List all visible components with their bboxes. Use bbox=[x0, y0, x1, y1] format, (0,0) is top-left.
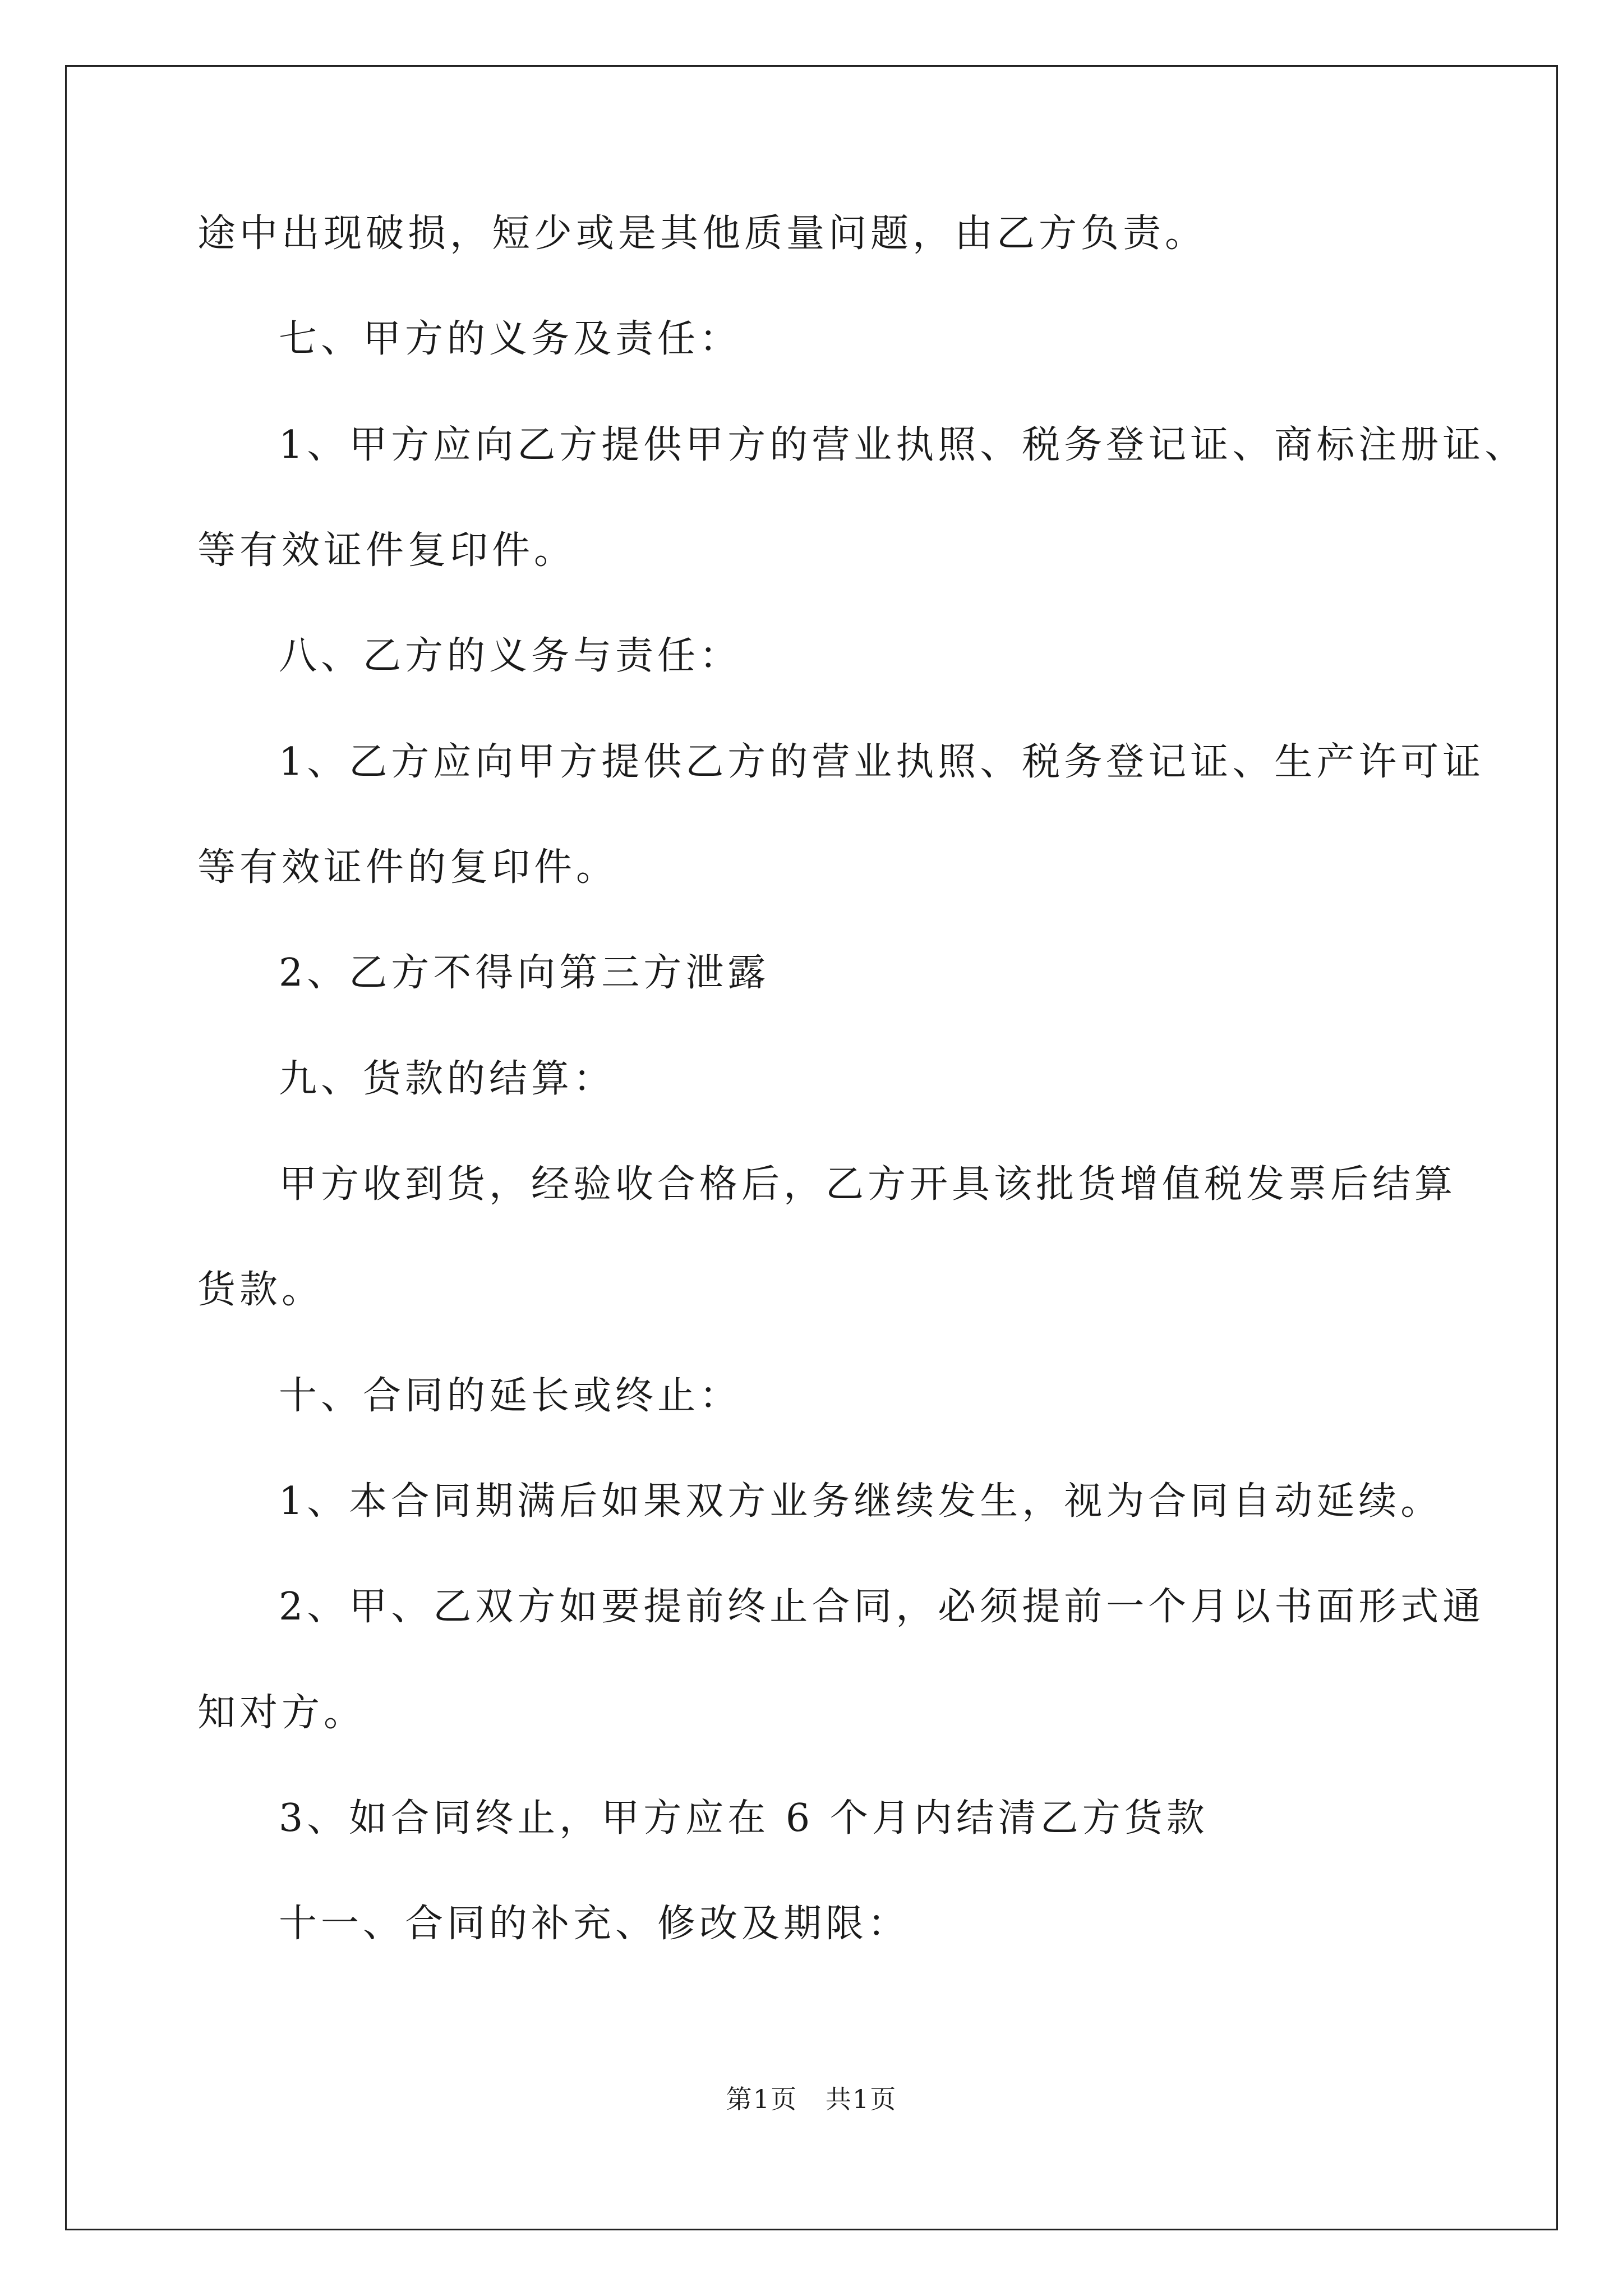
text-line: 货款。 bbox=[197, 1268, 324, 1312]
text-line: 知对方。 bbox=[197, 1691, 366, 1735]
page-number-footer: 第1页 共1页 bbox=[726, 2084, 897, 2114]
text-line: 甲方收到货，经验收合格后，乙方开具该批货增值税发票后结算 bbox=[279, 1162, 1457, 1207]
text-line: 2、甲、乙双方如要提前终止合同，必须提前一个月以书面形式通 bbox=[279, 1585, 1485, 1629]
text-line: 1、本合同期满后如果双方业务继续发生，视为合同自动延续。 bbox=[279, 1479, 1443, 1524]
text-line: 2、乙方不得向第三方泄露 bbox=[279, 951, 770, 995]
section-heading: 九、货款的结算： bbox=[279, 1057, 616, 1101]
text-line: 途中出现破损，短少或是其他质量问题，由乙方负责。 bbox=[197, 211, 1207, 256]
text-line: 1、乙方应向甲方提供乙方的营业执照、税务登记证、生产许可证 bbox=[279, 740, 1485, 784]
text-line: 等有效证件复印件。 bbox=[197, 528, 577, 573]
text-line: 1、甲方应向乙方提供甲方的营业执照、税务登记证、商标注册证、 bbox=[279, 423, 1527, 467]
section-heading: 八、乙方的义务与责任： bbox=[279, 634, 742, 678]
section-heading: 十一、合同的补充、修改及期限： bbox=[279, 1902, 910, 1946]
section-heading: 七、甲方的义务及责任： bbox=[279, 317, 742, 361]
text-line: 3、如合同终止，甲方应在 6 个月内结清乙方货款 bbox=[279, 1796, 1209, 1841]
text-line: 等有效证件的复印件。 bbox=[197, 845, 619, 890]
section-heading: 十、合同的延长或终止： bbox=[279, 1374, 742, 1418]
